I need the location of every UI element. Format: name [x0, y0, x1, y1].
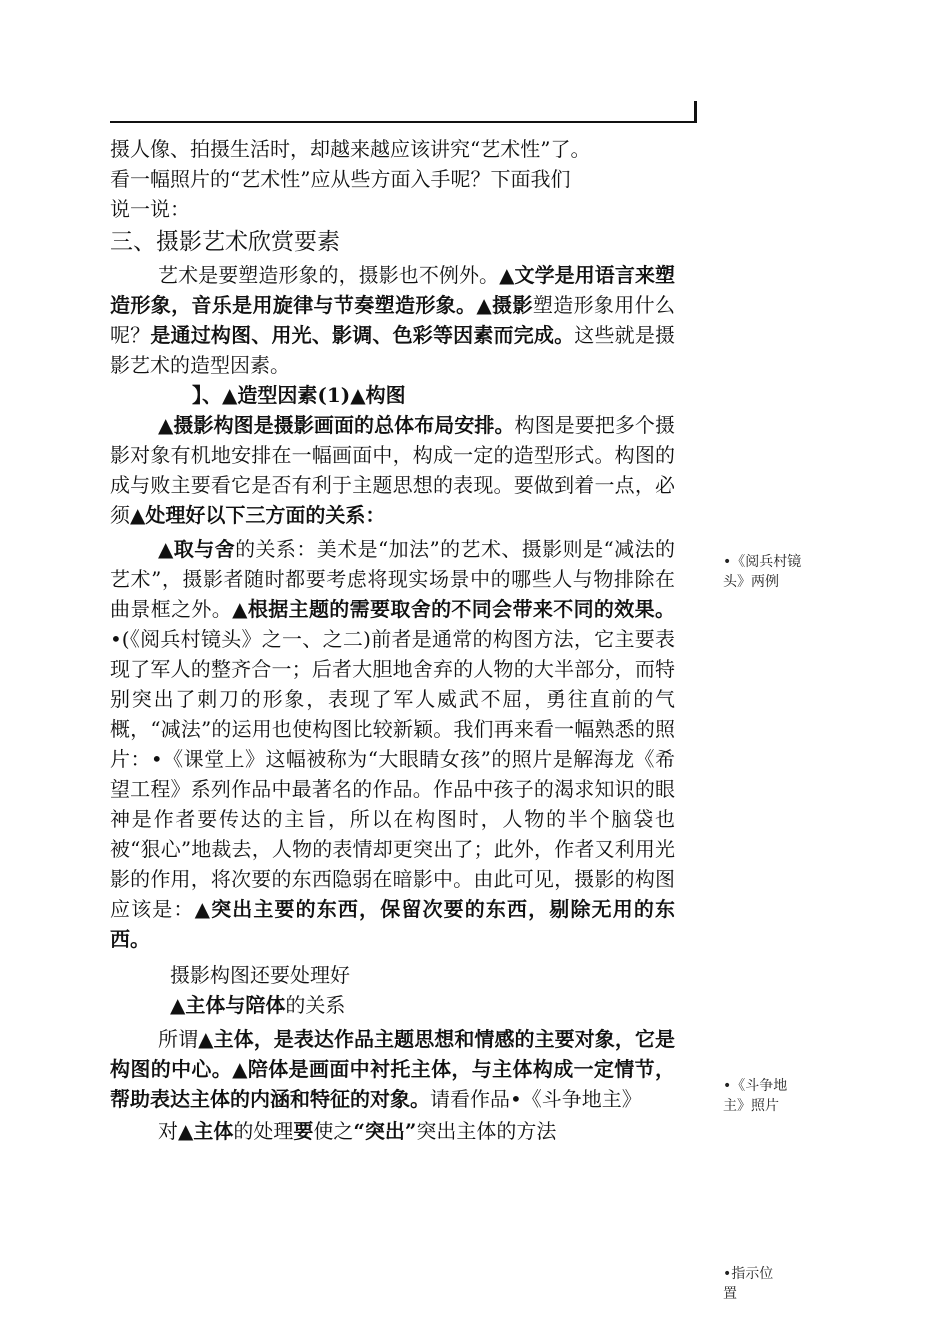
subheading-composition: 】、▲造型因素(1)▲构图	[192, 383, 406, 407]
paragraph-subject: 所谓▲主体，是表达作品主题思想和情感的主要对象，它是构图的中心。▲陪体是画面中衬托主体，与主体构成一定情节，帮助表达主体的内涵和特征的对象。请看作品•《斗争地主》	[110, 1027, 676, 1111]
paragraph-composition: ▲摄影构图是摄影画面的总体布局安排。构图是要把多个摄影对象有机地安排在一幅画面中，构成一定的造型形式。构图的成与败主要看它是否有利于主题思想的表现。要做到着一点，必须▲处理好以下三方面的关系：	[110, 413, 675, 527]
paragraph-elements: 艺术是要塑造形象的，摄影也不例外。▲文学是用语言来塑造形象，音乐是用旋律与节奏塑造形象。▲摄影塑造形象用什么呢？是通过构图、用光、影调、色彩等因素而完成。这些就是摄影艺术的造型因素。	[110, 263, 676, 377]
header-rule-end	[694, 101, 697, 123]
paragraph-selection: ▲取与舍的关系：美术是“加法”的艺术、摄影则是“减法的艺术”，摄影者随时都要考虑将现实场景中的哪些人与物排除在曲景框之外。▲根据主题的需要取舍的不同会带来不同的效果。•(《阅兵村镜头》之一、之二)前者是通常的构图方法，它主要表现了军人的整齐合一；后者大胆地舍弃的人物的大半部分，而特别突出了刺刀的形象，表现了军人威武不屈，勇往直前的气概，“减法”的运用也使构图比较新颖。我们再来看一幅熟悉的照片：•《课堂上》这幅被称为“大眼睛女孩”的照片是解海龙《希望工程》系列作品中最著名的作品。作品中孩子的渴求知识的眼神是作者要传达的主旨，所以在构图时，人物的半个脑袋也被“狠心”地裁去，人物的表情却更突出了；此外，作者又利用光影的作用，将次要的东西隐弱在暗影中。由此可见，摄影的构图应该是：▲突出主要的东西，保留次要的东西，剔除无用的东西。	[110, 537, 675, 951]
side-note-parade: •《阅兵村镜 头》两例	[723, 554, 802, 590]
intro-line-1: 摄人像、拍摄生活时，却越来越应该讲究“艺术性”了。	[110, 137, 591, 161]
section-heading: 三、摄影艺术欣赏要素	[110, 229, 340, 255]
header-rule	[110, 121, 695, 123]
side-note-struggle: •《斗争地 主》照片	[723, 1078, 788, 1114]
line-also-handle: 摄影构图还要处理好	[170, 963, 350, 987]
intro-line-3: 说一说：	[110, 197, 190, 221]
document-body	[110, 134, 675, 1146]
paragraph-subject-handling: 对▲主体的处理要使之“突出”突出主体的方法	[158, 1119, 557, 1143]
line-subject-relation: ▲主体与陪体的关系	[170, 993, 346, 1017]
side-note-position: •指示位 置	[723, 1266, 774, 1302]
intro-line-2: 看一幅照片的“艺术性”应从些方面入手呢？下面我们	[110, 167, 571, 191]
